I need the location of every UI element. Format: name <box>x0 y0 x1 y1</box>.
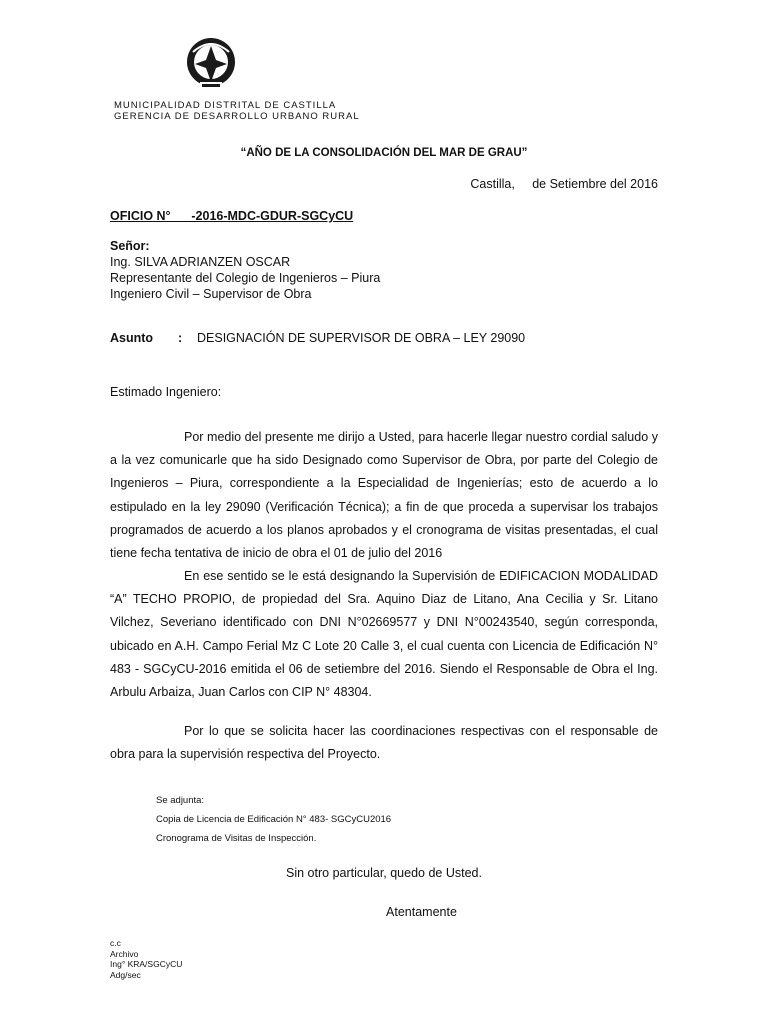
attachments-label: Se adjunta: <box>156 795 205 806</box>
recipient-title: Ingeniero Civil – Supervisor de Obra <box>110 287 312 301</box>
date-line: Castilla, de Setiembre del 2016 <box>470 177 658 191</box>
cc-line: c.c <box>110 938 121 948</box>
asunto-label: Asunto <box>110 331 154 345</box>
paragraph-2-text: En ese sentido se le está designando la Supervisión de EDIFICACION MODALIDAD “A” TECHO PROPIO, de propiedad del Sra. Aquino Diaz de Litano, Ana Cecilia y Sr. Litano Vilchez, Severiano identificado con DNI N°02669577 y DNI N°00243540, según corresponda, ubicado en A.H. Campo Ferial Mz C Lote 20 Calle 3, el cual cuenta con Licencia de Edificación N° 483 - SGCyCU-2016 emitida el 06 de setiembre del 2016. Siendo el Responsable de Obra el Ing. Arbulu Arbaiza, Juan Carlos con CIP N° 48304. <box>110 569 658 700</box>
cc-line: Ing° KRA/SGCyCU <box>110 959 183 969</box>
greeting: Estimado Ingeniero: <box>110 385 222 399</box>
asunto-text: DESIGNACIÓN DE SUPERVISOR DE OBRA – LEY 29090 <box>197 331 526 345</box>
recipient-role: Representante del Colegio de Ingenieros – Piura <box>110 271 381 285</box>
asunto-colon: : <box>178 331 183 345</box>
paragraph-2 <box>110 565 658 704</box>
cc-line: Adg/sec <box>110 969 141 980</box>
signoff: Atentamente <box>386 905 457 919</box>
paragraph-1-text: Por medio del presente me dirijo a Usted, para hacerle llegar nuestro cordial saludo y a la vez comunicarle que ha sido Designado como Supervisor de Obra, por parte del Colegio de Ingenieros – Piura, correspondiente a la Especialidad de Ingenierías; esto de acuerdo a lo estipulado en la ley 29090 (Verificación Técnica); a fin de que proceda a supervisar los trabajos programados de acuerdo a los planos aprobados y el cronograma de visitas presentadas, el cual tiene fecha tentativa de inicio de obra el 01 de julio del 2016 <box>110 430 658 561</box>
paragraph-3-text: Por lo que se solicita hacer las coordinaciones respectivas con el responsable de obra para la supervisión respectiva del Proyecto. <box>110 724 658 762</box>
cc-block <box>110 938 182 980</box>
attachment-item: Copia de Licencia de Edificación N° 483- SGCyCU2016 <box>156 814 392 825</box>
paragraph-3 <box>110 720 658 766</box>
cc-line: Archivo <box>110 948 139 959</box>
paragraph-1 <box>110 426 658 565</box>
salutation: Señor: <box>110 239 150 253</box>
org-name: MUNICIPALIDAD DISTRITAL DE CASTILLA <box>114 100 337 111</box>
attachment-item: Cronograma de Visitas de Inspección. <box>156 833 317 844</box>
org-department: GERENCIA DE DESARROLLO URBANO RURAL <box>114 111 360 122</box>
recipient-name: Ing. SILVA ADRIANZEN OSCAR <box>110 255 291 269</box>
oficio-number: OFICIO N° -2016-MDC-GDUR-SGCyCU <box>110 209 354 223</box>
year-motto: “AÑO DE LA CONSOLIDACIÓN DEL MAR DE GRAU” <box>240 147 528 159</box>
municipal-crest-logo <box>183 32 239 94</box>
closing-line: Sin otro particular, quedo de Usted. <box>286 866 482 880</box>
